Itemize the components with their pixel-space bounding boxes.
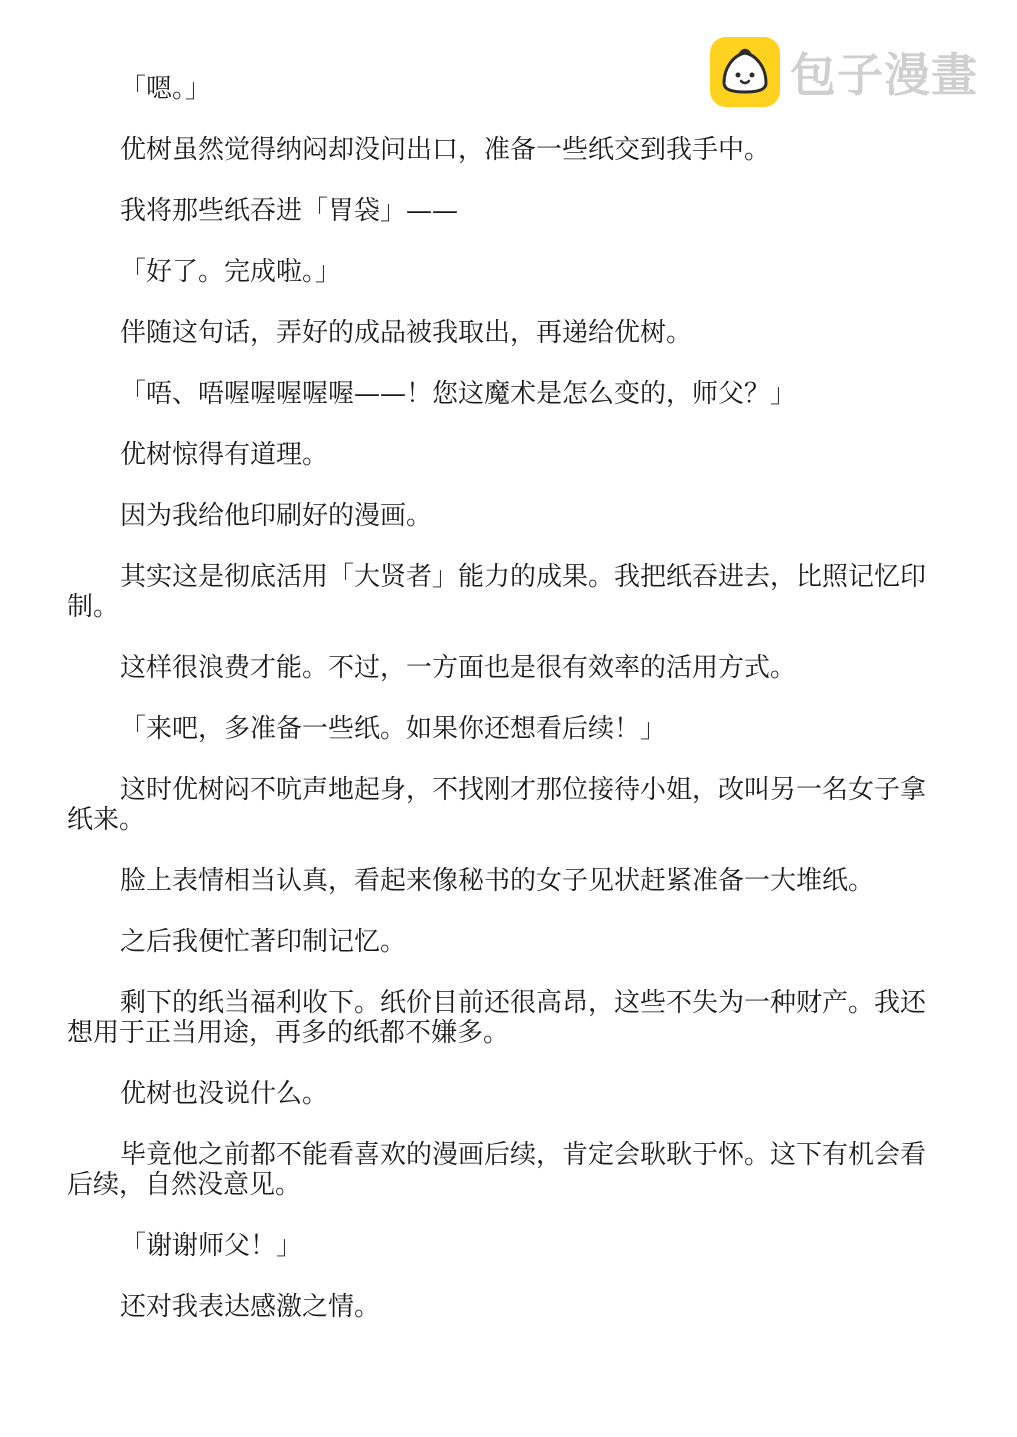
paragraph: 这样很浪费才能。不过，一方面也是很有效率的活用方式。	[120, 653, 797, 683]
article-body	[67, 74, 945, 1353]
paragraph: 优树也没说什么。	[120, 1079, 329, 1109]
paragraph: 「谢谢师父！」	[120, 1231, 303, 1261]
paragraph: 「嗯。」	[120, 74, 212, 104]
paragraph: 「唔、唔喔喔喔喔喔——！您这魔术是怎么变的，师父？」	[120, 379, 797, 409]
paragraph: 毕竟他之前都不能看喜欢的漫画后续，肯定会耿耿于怀。这下有机会看后续，自然没意见。	[67, 1140, 927, 1200]
paragraph: 「好了。完成啦。」	[120, 257, 342, 287]
paragraph: 之后我便忙著印制记忆。	[120, 927, 407, 957]
paragraph: 因为我给他印刷好的漫画。	[120, 501, 433, 531]
paragraph: 伴随这句话，弄好的成品被我取出，再递给优树。	[120, 318, 693, 348]
watermark-text: 包子漫畫	[790, 48, 978, 102]
paragraph: 脸上表情相当认真，看起来像秘书的女子见状赶紧准备一大堆纸。	[120, 866, 875, 896]
paragraph: 这时优树闷不吭声地起身，不找刚才那位接待小姐，改叫另一名女子拿纸来。	[67, 775, 927, 835]
paragraph: 剩下的纸当福利收下。纸价目前还很高昂，这些不失为一种财产。我还想用于正当用途，再多的纸都不嫌多。	[67, 988, 927, 1048]
paragraph: 还对我表达感激之情。	[120, 1292, 381, 1322]
paragraph: 我将那些纸吞进「胃袋」——	[120, 196, 459, 226]
paragraph: 优树虽然觉得纳闷却没问出口，准备一些纸交到我手中。	[120, 135, 771, 165]
paragraph: 优树惊得有道理。	[120, 440, 329, 470]
paragraph: 「来吧，多准备一些纸。如果你还想看后续！」	[120, 714, 667, 744]
paragraph: 其实这是彻底活用「大贤者」能力的成果。我把纸吞进去，比照记忆印制。	[67, 562, 927, 622]
